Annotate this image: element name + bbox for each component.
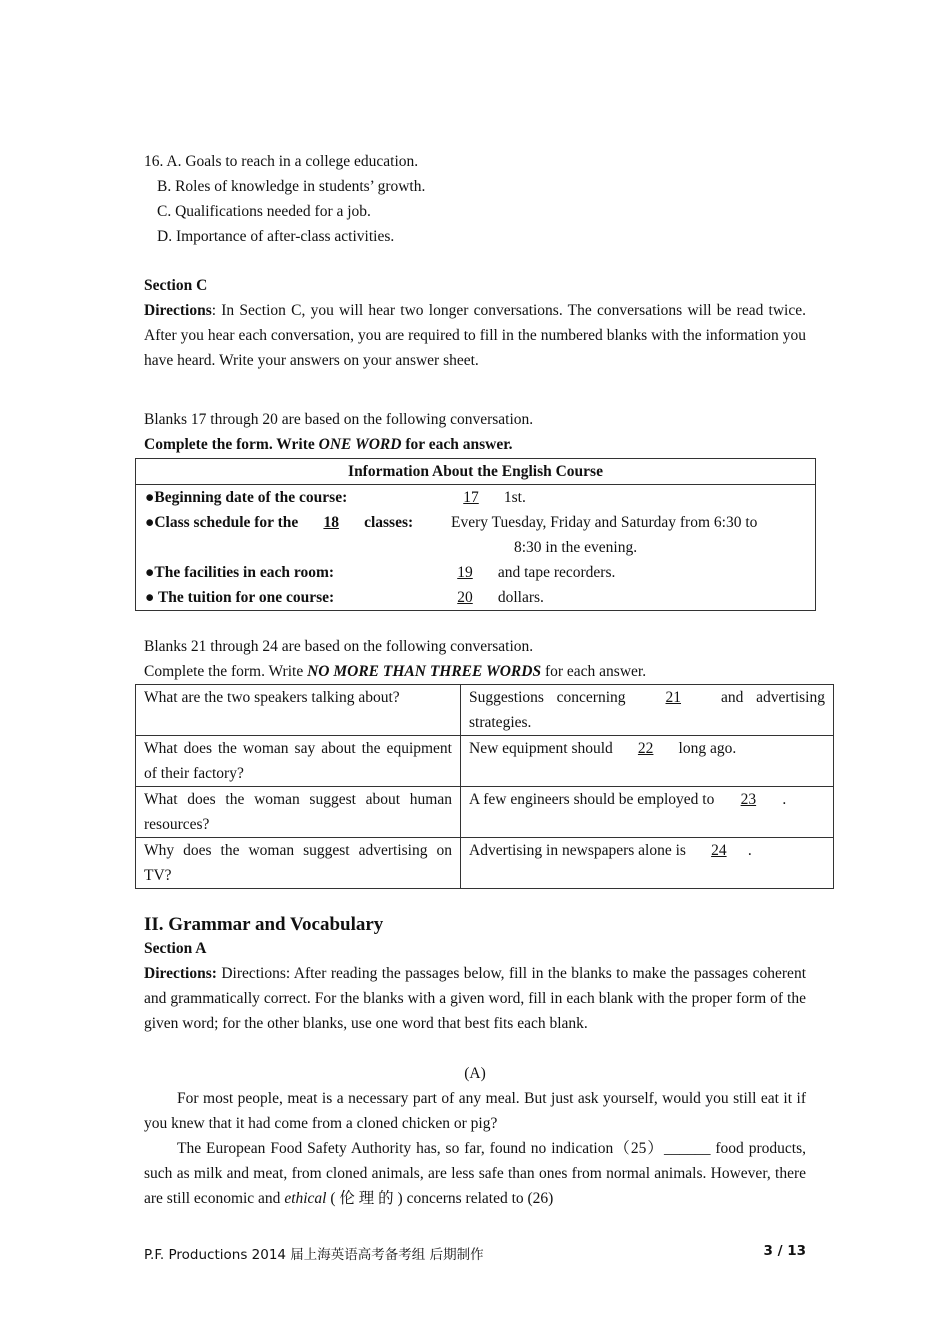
directions-label: Directions bbox=[144, 302, 212, 319]
instr-text-end: for each answer. bbox=[401, 436, 513, 453]
row-facilities bbox=[145, 560, 806, 585]
answer-text: Suggestions concerning bbox=[469, 689, 639, 706]
section-a-directions bbox=[144, 961, 806, 1036]
course-table-title: Information About the English Course bbox=[136, 459, 816, 485]
blank-17: 17 bbox=[463, 489, 479, 506]
qa-question: What are the two speakers talking about? bbox=[136, 685, 461, 736]
paragraph-text-end: ( 伦 理 的 ) concerns related to (26) bbox=[326, 1190, 554, 1207]
conv2-intro-block bbox=[144, 634, 806, 684]
qa-row bbox=[136, 685, 834, 736]
italic-word: ethical bbox=[284, 1190, 327, 1207]
blank-20: 20 bbox=[457, 589, 473, 606]
blank-22: 22 bbox=[637, 740, 654, 757]
course-info-table bbox=[135, 458, 816, 611]
blank-23: 23 bbox=[740, 791, 757, 808]
instr-text: Complete the form. Write bbox=[144, 436, 319, 453]
conv1-intro: Blanks 17 through 20 are based on the following conversation. bbox=[144, 411, 534, 428]
directions-label: Directions: bbox=[144, 965, 217, 982]
row-value: Every Tuesday, Friday and Saturday from 6:30 to bbox=[451, 514, 758, 531]
footer-credit: P.F. Productions 2014 届上海英语高考备考组 后期制作 bbox=[144, 1247, 484, 1263]
passage-paragraph-1: For most people, meat is a necessary part of any meal. But just ask yourself, would you still eat it if you knew that it had come from a cloned chicken or pig? bbox=[144, 1090, 806, 1132]
row-class-schedule-cont bbox=[145, 535, 806, 560]
row-label: ●Beginning date of the course: bbox=[145, 489, 348, 506]
q16-option-b: B. Roles of knowledge in students’ growth. bbox=[157, 178, 426, 195]
instr-text-end: for each answer. bbox=[541, 663, 647, 680]
conv2-intro: Blanks 21 through 24 are based on the following conversation. bbox=[144, 638, 534, 655]
answer-text: Advertising in newspapers alone is bbox=[469, 842, 690, 859]
answer-text: A few engineers should be employed to bbox=[469, 791, 715, 808]
qa-row bbox=[136, 736, 834, 787]
directions-text: Directions: After reading the passages below, fill in the blanks to make the passages coherent and grammatically correct. For the blanks with a given word, fill in each blank with the proper form of the given word; for the other blanks, use one word that best fits each blank. bbox=[144, 965, 806, 1032]
directions-text: : In Section C, you will hear two longer conversations. The conversations will be read twice. After you hear each conversation, you are required to fill in the numbered blanks with the information you have heard. Write your answers on your answer sheet. bbox=[144, 302, 806, 369]
answer-text-end: . bbox=[782, 791, 787, 808]
qa-answer bbox=[461, 685, 834, 736]
page-number: 3 / 13 bbox=[763, 1243, 806, 1259]
section-c bbox=[144, 273, 806, 373]
question-16 bbox=[144, 149, 806, 249]
section-c-directions bbox=[144, 298, 806, 373]
instr-text: Complete the form. Write bbox=[144, 663, 308, 680]
row-value bbox=[442, 485, 526, 510]
qa-answer bbox=[461, 838, 834, 889]
passage-paragraph-2 bbox=[144, 1136, 806, 1211]
label-part: ●Class schedule for the bbox=[145, 514, 303, 531]
answer-text-end: and advertising strategies. bbox=[469, 689, 825, 731]
answer-text-end: long ago. bbox=[674, 740, 737, 757]
row-tuition bbox=[145, 585, 806, 610]
row-label: ● The tuition for one course: bbox=[145, 589, 335, 606]
part-2-section-a bbox=[144, 936, 806, 1036]
qa-row bbox=[136, 838, 834, 889]
value-text: and tape recorders. bbox=[494, 564, 616, 581]
q16-option-d: D. Importance of after-class activities. bbox=[157, 228, 395, 245]
qa-answer bbox=[461, 736, 834, 787]
row-label: ●The facilities in each room: bbox=[145, 564, 335, 581]
qa-question: Why does the woman suggest advertising on TV? bbox=[136, 838, 461, 889]
label-part: classes: bbox=[360, 514, 414, 531]
conv1-instruction bbox=[144, 432, 806, 457]
blank-18: 18 bbox=[323, 514, 339, 531]
conversation-qa-table bbox=[135, 684, 834, 889]
paragraph-text: The European Food Safety Authority has, so far, found no indication（25）______ food products, such as milk and meat, from cloned animals, are less safe than ones from normal animals. However, there are still economic and bbox=[144, 1140, 806, 1207]
conv1-intro-block bbox=[144, 407, 806, 457]
q16-option-a: 16. A. Goals to reach in a college education. bbox=[144, 153, 419, 170]
row-class-schedule bbox=[145, 510, 806, 535]
passage-label: (A) bbox=[464, 1065, 486, 1082]
q16-option-c: C. Qualifications needed for a job. bbox=[157, 203, 371, 220]
section-c-title: Section C bbox=[144, 277, 208, 294]
instr-emphasis: NO MORE THAN THREE WORDS bbox=[307, 663, 542, 680]
answer-text-end: . bbox=[747, 842, 752, 859]
row-label bbox=[145, 514, 413, 531]
conv2-instruction bbox=[144, 659, 806, 684]
instr-emphasis: ONE WORD bbox=[318, 436, 402, 453]
value-text: 1st. bbox=[500, 489, 526, 506]
blank-19: 19 bbox=[457, 564, 473, 581]
qa-row bbox=[136, 787, 834, 838]
qa-question: What does the woman suggest about human resources? bbox=[136, 787, 461, 838]
value-text: dollars. bbox=[494, 589, 544, 606]
part-2-title: II. Grammar and Vocabulary bbox=[144, 914, 384, 935]
blank-21: 21 bbox=[665, 689, 682, 706]
course-table-body bbox=[136, 485, 816, 611]
answer-text: New equipment should bbox=[469, 740, 617, 757]
row-value bbox=[436, 585, 544, 610]
part-2 bbox=[144, 912, 806, 937]
section-a-title: Section A bbox=[144, 940, 207, 957]
row-value bbox=[436, 560, 615, 585]
qa-question: What does the woman say about the equipment of their factory? bbox=[136, 736, 461, 787]
row-beginning-date bbox=[145, 485, 806, 510]
qa-answer bbox=[461, 787, 834, 838]
row-value-cont: 8:30 in the evening. bbox=[514, 539, 638, 556]
page-footer bbox=[144, 1243, 806, 1263]
blank-24: 24 bbox=[711, 842, 727, 859]
